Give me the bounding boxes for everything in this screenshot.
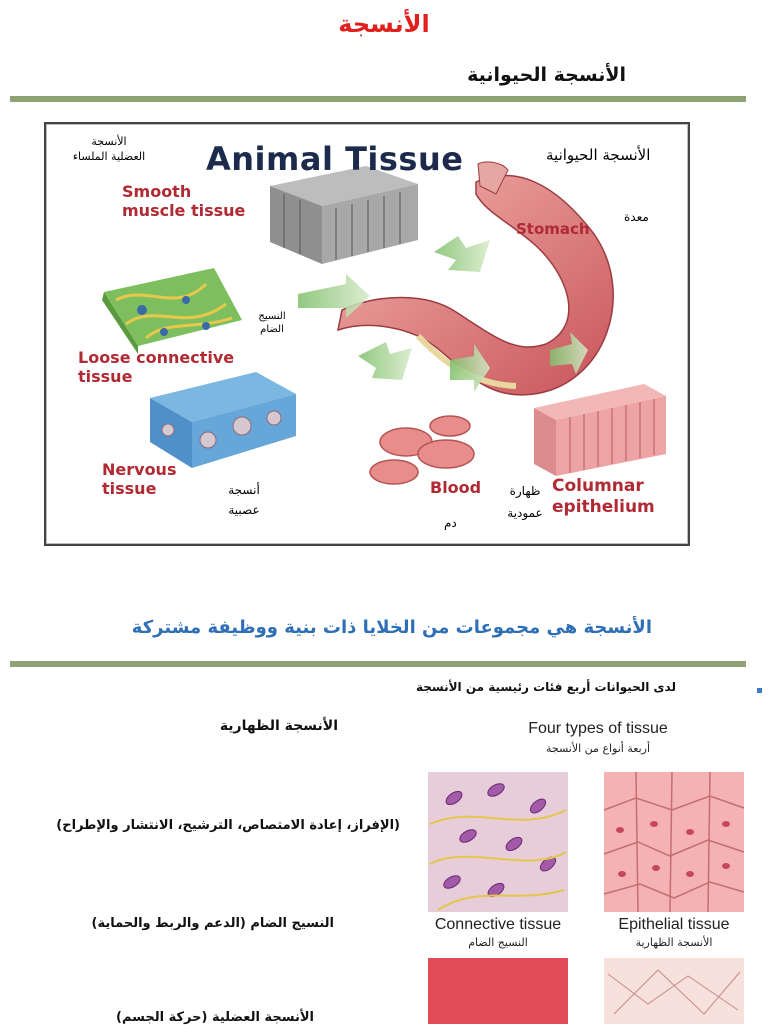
four-types-figure [418, 714, 764, 1024]
loose-connective-block [102, 268, 242, 354]
muscle-tissue-thumbnail [428, 958, 568, 1024]
page-title: الأنسجة [338, 10, 430, 38]
blood-cells [370, 416, 474, 484]
smooth-muscle-label-ar: الأنسجة العضلية الملساء [72, 135, 146, 163]
divider-bottom [10, 661, 746, 667]
blood-label-ar: دم [444, 516, 457, 530]
category-muscle: الأنسجة العضلية (حركة الجسم) [116, 1010, 314, 1025]
epithelial-tissue-label-ar: الأنسجة الظهارية [635, 936, 713, 949]
stomach-label-ar: معدة [624, 210, 649, 224]
divider-top [10, 96, 746, 102]
definition-text: الأنسجة هي مجموعات من الخلايا ذات بنية ووظيفة مشتركة [131, 617, 652, 638]
nervous-tissue-label-ar: أنسجة عصبية [228, 483, 260, 517]
category-connective: النسيج الضام (الدعم والربط والحماية) [91, 916, 334, 931]
loose-connective-label: Loose connective tissue [78, 348, 235, 386]
connective-tissue-label: Connective tissue [434, 916, 562, 933]
category-epithelial: الأنسجة الظهارية [219, 718, 338, 734]
columnar-label: Columnar epithelium [552, 476, 655, 517]
four-types-title-ar: أربعة أنواع من الأنسجة [545, 742, 650, 755]
figure-heading-ar: الأنسجة الحيوانية [546, 146, 651, 164]
four-types-title: Four types of tissue [528, 720, 668, 737]
epithelial-tissue-thumbnail [604, 772, 744, 912]
blood-label: Blood [430, 478, 482, 497]
nervous-tissue-label: Nervous tissue [102, 460, 177, 498]
stomach-label: Stomach [516, 220, 590, 238]
figure-heading: Animal Tissue [206, 140, 464, 178]
category-epithelial-functions: (الإفراز، إعادة الامتصاص، الترشيح، الانتشار والإطراح) [56, 818, 400, 833]
animal-tissue-figure [44, 122, 690, 546]
nervous-tissue-thumbnail [604, 958, 744, 1024]
page-subtitle: الأنسجة الحيوانية [467, 64, 626, 86]
columnar-epithelium-block [534, 384, 666, 476]
tissue-thumbnails [418, 714, 764, 1024]
loose-connective-label-ar: النسيج الضام [258, 311, 286, 335]
bullet-icon [757, 688, 762, 693]
epithelial-tissue-label: Epithelial tissue [618, 916, 730, 933]
nervous-tissue-block [150, 372, 296, 468]
smooth-muscle-label: Smooth muscle tissue [122, 182, 246, 220]
intro-text: لدى الحيوانات أربع فئات رئيسية من الأنسجة [415, 680, 676, 694]
connective-tissue-label-ar: النسيج الضام [468, 936, 528, 949]
smooth-muscle-block [270, 166, 418, 264]
columnar-label-ar: ظهارة عمودية [507, 484, 543, 520]
connective-tissue-thumbnail [428, 772, 568, 912]
